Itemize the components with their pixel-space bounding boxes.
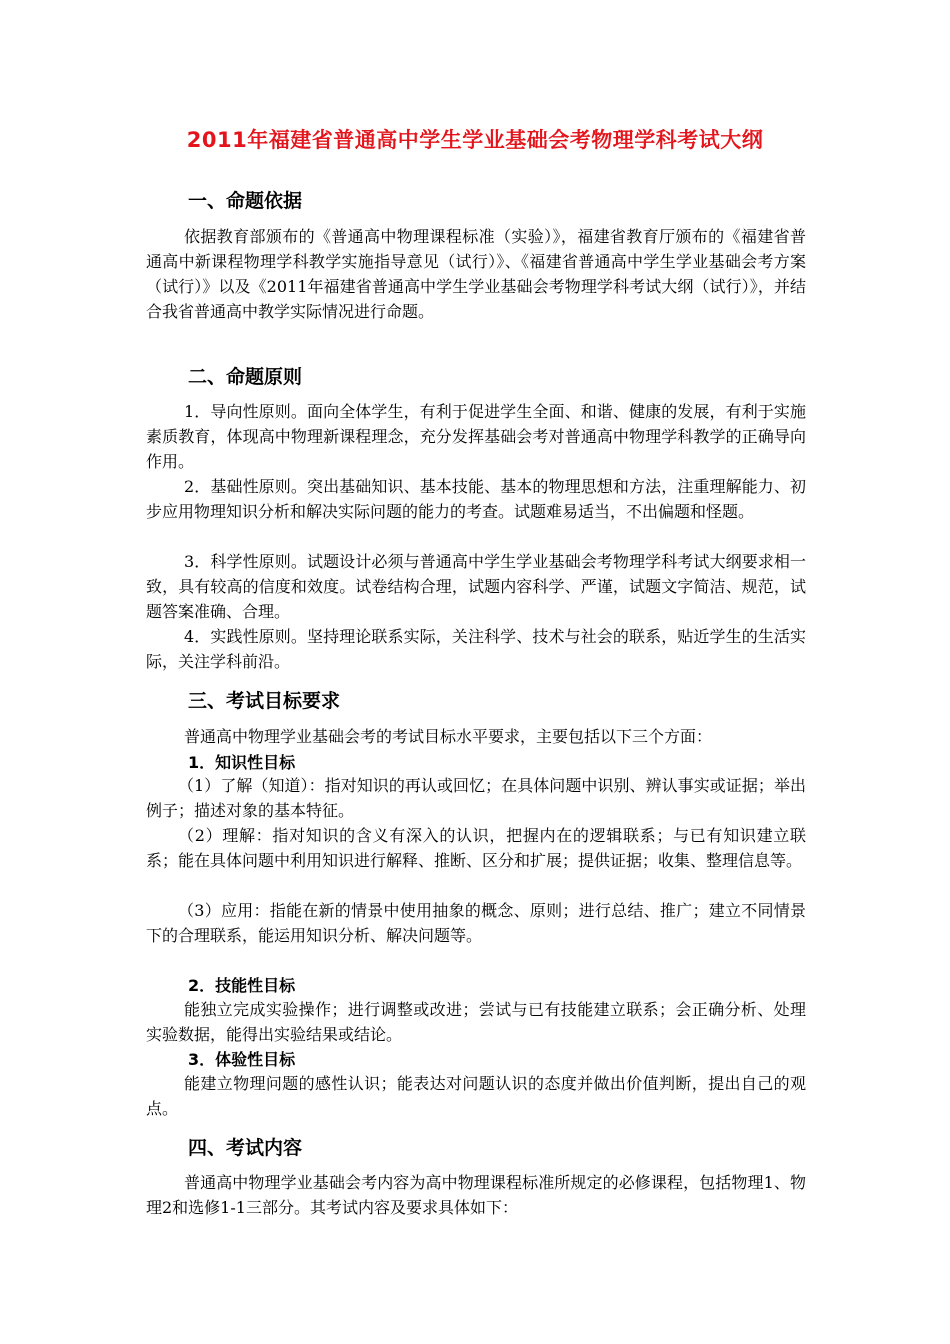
- skill-goal-heading: 2．技能性目标: [188, 976, 296, 995]
- section-heading-objectives: 三、考试目标要求: [188, 690, 341, 712]
- knowledge-goal-item: （2）理解：指对知识的含义有深入的认识，把握内在的逻辑联系；与已有知识建立联系；能在具体问题中利用知识进行解释、推断、区分和扩展；提供证据；收集、整理信息等。: [146, 826, 806, 870]
- principle-item: 4．实践性原则。坚持理论联系实际，关注科学、技术与社会的联系，贴近学生的生活实际，关注学科前沿。: [146, 627, 806, 671]
- knowledge-goal-heading: 1．知识性目标: [188, 753, 296, 772]
- section-heading-content: 四、考试内容: [188, 1137, 303, 1159]
- knowledge-goal-item: （3）应用：指能在新的情景中使用抽象的概念、原则；进行总结、推广；建立不同情景下的合理联系，能运用知识分析、解决问题等。: [146, 901, 806, 945]
- principle-item: 1．导向性原则。面向全体学生，有利于促进学生全面、和谐、健康的发展，有利于实施素质教育，体现高中物理新课程理念，充分发挥基础会考对普通高中物理学科教学的正确导向作用。: [146, 402, 806, 471]
- section-heading-principles: 二、命题原则: [188, 366, 303, 388]
- experience-goal-heading: 3．体验性目标: [188, 1050, 296, 1069]
- experience-goal-text: 能建立物理问题的感性认识；能表达对问题认识的态度并做出价值判断，提出自己的观点。: [146, 1074, 806, 1118]
- principle-item: 2．基础性原则。突出基础知识、基本技能、基本的物理思想和方法，注重理解能力、初步应用物理知识分析和解决实际问题的能力的考查。试题难易适当，不出偏题和怪题。: [146, 477, 806, 521]
- skill-goal-text: 能独立完成实验操作；进行调整或改进；尝试与已有技能建立联系；会正确分析、处理实验数据，能得出实验结果或结论。: [146, 1000, 806, 1044]
- knowledge-goal-item: （1）了解（知道）：指对知识的再认或回忆；在具体问题中识别、辨认事实或证据；举出例子；描述对象的基本特征。: [146, 776, 806, 820]
- principle-item: 3．科学性原则。试题设计必须与普通高中学生学业基础会考物理学科考试大纲要求相一致，具有较高的信度和效度。试卷结构合理，试题内容科学、严谨，试题文字简洁、规范，试题答案准确、合理。: [146, 552, 806, 621]
- section-heading-basis: 一、命题依据: [188, 190, 303, 212]
- document-title: 2011年福建省普通高中学生学业基础会考物理学科考试大纲: [186, 128, 764, 152]
- basis-paragraph: 依据教育部颁布的《普通高中物理课程标准（实验）》，福建省教育厅颁布的《福建省普通高中新课程物理学科教学实施指导意见（试行）》、《福建省普通高中学生学业基础会考方案（试行）》以及《2011年福建省普通高中学生学业基础会考物理学科考试大纲（试行）》，并结合我省普通高中教学实际情况进行命题。: [146, 227, 806, 321]
- objectives-intro: 普通高中物理学业基础会考的考试目标水平要求，主要包括以下三个方面：: [184, 727, 713, 746]
- content-paragraph: 普通高中物理学业基础会考内容为高中物理课程标准所规定的必修课程，包括物理1、物理2和选修1-1三部分。其考试内容及要求具体如下：: [146, 1173, 806, 1217]
